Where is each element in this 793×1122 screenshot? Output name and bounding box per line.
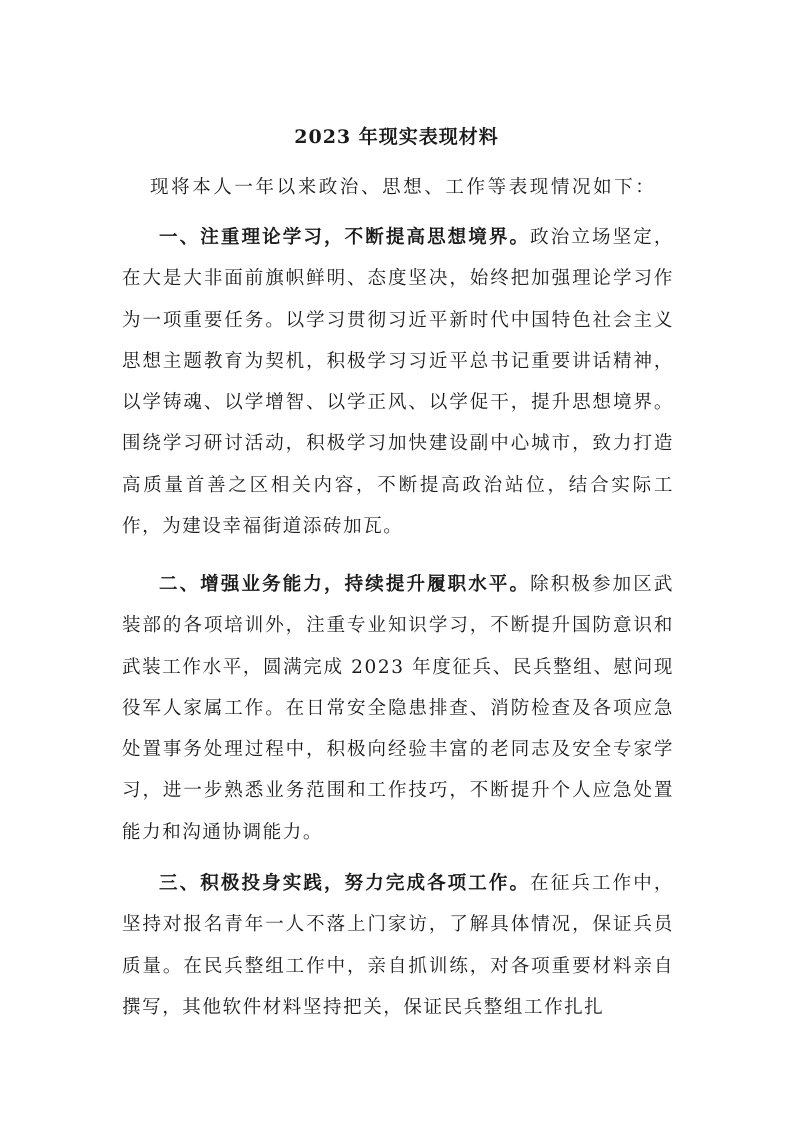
section-3-body: 在征兵工作中，坚持对报名青年一人不落上门家访，了解具体情况，保证兵员质量。在民兵整组工作中，亲自抓训练，对各项重要材料亲自撰写，其他软件材料坚持把关，保证民兵整组工作扎扎 — [122, 873, 674, 1018]
section-3-heading: 三、积极投身实践，努力完成各项工作。 — [159, 873, 531, 894]
section-1-heading: 一、注重理论学习，不断提高思想境界。 — [159, 227, 531, 248]
section-1-body: 政治立场坚定，在大是大非面前旗帜鲜明、态度坚决，始终把加强理论学习作为一项重要任务。以学习贯彻习近平新时代中国特色社会主义思想主题教育为契机，积极学习习近平总书记重要讲话精神，以学铸魂、以学增智、以学正风、以学促干，提升思想境界。围绕学习研讨活动，积极学习加快建设副中心城市，致力打造高质量首善之区相关内容，不断提高政治站位，结合实际工作，为建设幸福街道添砖加瓦。 — [122, 227, 674, 538]
section-1-paragraph — [122, 217, 674, 547]
section-2-heading: 二、增强业务能力，持续提升履职水平。 — [159, 574, 531, 595]
section-3-paragraph — [122, 863, 674, 1028]
intro-paragraph: 现将本人一年以来政治、思想、工作等表现情况如下： — [150, 177, 657, 198]
section-2-body: 除积极参加区武装部的各项培训外，注重专业知识学习，不断提升国防意识和武装工作水平，圆满完成 2023 年度征兵、民兵整组、慰问现役军人家属工作。在日常安全隐患排查、消防检查及各项应急处置事务处理过程中，积极向经验丰富的老同志及安全专家学习，进一步熟悉业务范围和工作技巧，不断提升个人应急处置能力和沟通协调能力。 — [122, 574, 674, 843]
section-2-paragraph — [122, 564, 674, 853]
document-title: 2023 年现实表现材料 — [294, 126, 499, 148]
